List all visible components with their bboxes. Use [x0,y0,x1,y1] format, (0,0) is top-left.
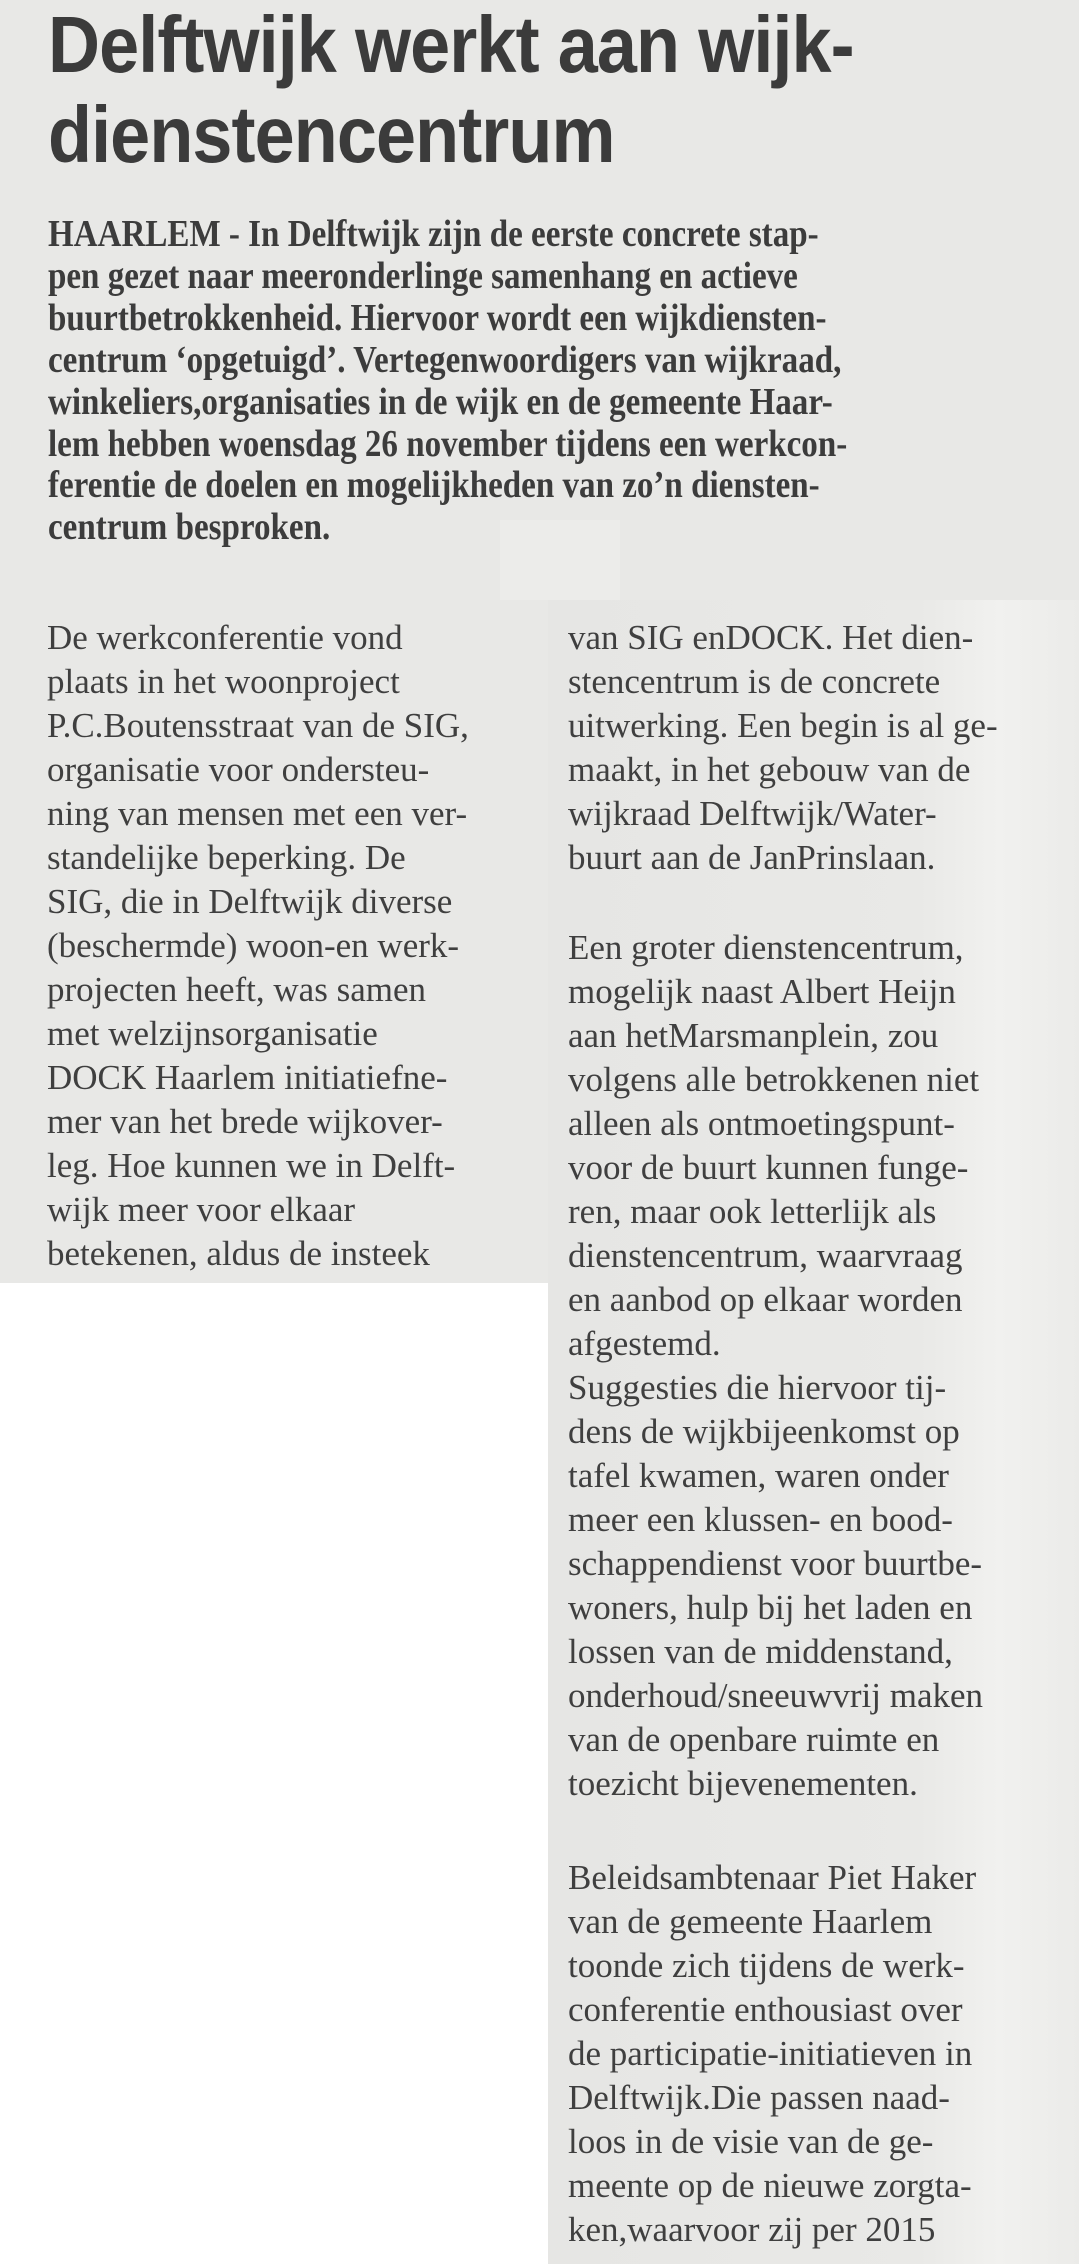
body-line: de participatie-initiatieven in [568,2034,973,2073]
body-line: meer een klussen- en bood- [568,1500,953,1539]
body-line: (beschermde) woon-en werk- [47,926,460,965]
body-line: Een groter dienstencentrum, [568,928,964,967]
body-line: buurt aan de JanPrinslaan. [568,838,936,877]
right-column-paragraph-3 [568,1856,976,2252]
lead-line-text: ferentie de doelen en mogelijkheden van zo’n diensten- [48,464,820,507]
body-line: woners, hulp bij het laden en [568,1588,973,1627]
lead-line-text: HAARLEM - In Delftwijk zijn de eerste concrete stap- [48,213,819,255]
body-line: mer van het brede wijkover- [47,1102,443,1141]
body-line: plaats in het woonproject [47,662,400,701]
lead-line-text: centrum ‘opgetuigd’. Vertegenwoordigers van wijkraad, [48,338,842,381]
body-line: toonde zich tijdens de werk- [568,1946,965,1985]
body-line: afgestemd. [568,1324,721,1363]
body-line: standelijke beperking. De [47,838,406,877]
lead-line [48,340,967,382]
right-column-paragraph-2 [568,926,983,1806]
body-line: tafel kwamen, waren onder [568,1456,949,1495]
lead-line [48,424,967,466]
headline-line-text: dienstencentrum [48,90,615,179]
body-line: loos in de visie van de ge- [568,2122,934,2161]
article-lead [48,214,967,549]
body-line: van SIG enDOCK. Het dien- [568,618,974,657]
headline-line [48,90,943,180]
body-line: dens de wijkbijeenkomst op [568,1412,960,1451]
lead-line [48,465,967,507]
lead-line [48,507,967,549]
body-line: onderhoud/sneeuwvrij maken [568,1676,984,1715]
left-column-paragraph [47,616,469,1276]
body-line: ren, maar ook letterlijk als [568,1192,937,1231]
lead-line-text: centrum besproken. [48,506,331,549]
body-line: schappendienst voor buurtbe- [568,1544,983,1583]
body-line: van de openbare ruimte en [568,1720,940,1759]
headline-line [48,0,943,90]
body-line: voor de buurt kunnen funge- [568,1148,969,1187]
body-line: leg. Hoe kunnen we in Delft- [47,1146,456,1185]
body-line: van de gemeente Haarlem [568,1902,933,1941]
body-line: lossen van de middenstand, [568,1632,953,1671]
body-line: stencentrum is de concrete [568,662,941,701]
body-line: conferentie enthousiast over [568,1990,963,2029]
body-line: P.C.Boutensstraat van de SIG, [47,706,469,745]
body-line: organisatie voor ondersteu- [47,750,430,789]
body-line: Beleidsambtenaar Piet Haker [568,1858,977,1897]
body-line: wijkraad Delftwijk/Water- [568,794,937,833]
body-line: uitwerking. Een begin is al ge- [568,706,998,745]
lead-line-text: buurtbetrokkenheid. Hiervoor wordt een wijkdiensten- [48,296,827,339]
body-line: Delftwijk.Die passen naad- [568,2078,950,2117]
body-line: alleen als ontmoetingspunt- [568,1104,955,1143]
lead-line-text: winkeliers,organisaties in de wijk en de gemeente Haar- [48,380,833,423]
lead-line [48,256,967,298]
lead-line-text: pen gezet naar meeronderlinge samenhang en actieve [48,254,798,297]
body-line: en aanbod op elkaar worden [568,1280,963,1319]
body-line: met welzijnsorganisatie [47,1014,378,1053]
body-line: meente op de nieuwe zorgta- [568,2166,972,2205]
body-line: dienstencentrum, waarvraag [568,1236,963,1275]
body-line: DOCK Haarlem initiatiefne- [47,1058,448,1097]
lead-line [48,382,967,424]
headline-line-text: Delftwijk werkt aan wijk- [48,0,854,89]
body-line: volgens alle betrokkenen niet [568,1060,980,1099]
right-column-paragraph-1 [568,616,998,880]
body-line: SIG, die in Delftwijk diverse [47,882,453,921]
body-line: wijk meer voor elkaar [47,1190,356,1229]
body-line: mogelijk naast Albert Heijn [568,972,956,1011]
body-line: betekenen, aldus de insteek [47,1234,430,1273]
lead-line [48,214,967,256]
body-line: De werkconferentie vond [47,618,403,657]
body-line: aan hetMarsmanplein, zou [568,1016,939,1055]
body-line: projecten heeft, was samen [47,970,427,1009]
article-headline [48,0,943,180]
body-line: Suggesties die hiervoor tij- [568,1368,947,1407]
body-line: maakt, in het gebouw van de [568,750,971,789]
body-line: ken,waarvoor zij per 2015 [568,2210,936,2249]
lead-line [48,298,967,340]
body-line: ning van mensen met een ver- [47,794,468,833]
lead-line-text: lem hebben woensdag 26 november tijdens een werkcon- [48,422,848,465]
body-line: toezicht bijevenementen. [568,1764,918,1803]
